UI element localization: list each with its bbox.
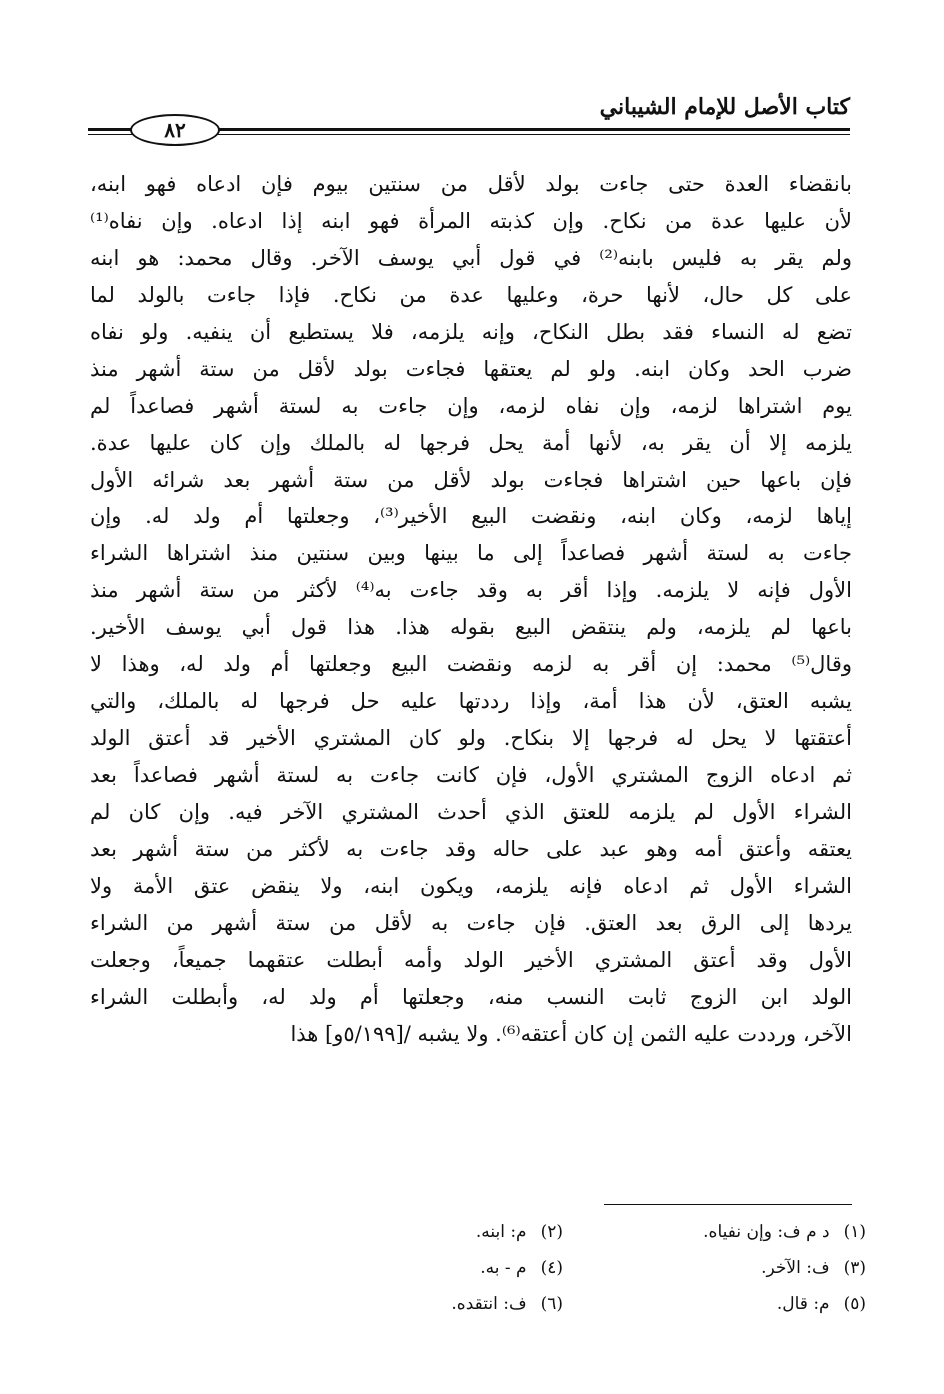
footnote-text: م: قال. <box>776 1294 830 1314</box>
text-line: تضع له النساء فقد بطل النكاح، وإنه يلزمه، فلا يستطيع أن ينفيه. ولو نفاه <box>90 319 852 344</box>
page-number-badge <box>130 114 220 146</box>
book-title: كتاب الأصل للإمام الشيباني <box>599 94 850 120</box>
footnote <box>603 1216 866 1248</box>
footnote-number: (٣) <box>843 1258 866 1278</box>
text-line: إياها لزمه، وكان ابنه، ونقضت البيع الأخير⁽³⁾، وجعلتها أم ولد له. وإن <box>90 504 852 529</box>
footnote-number: (٦) <box>540 1294 563 1314</box>
footnote-separator <box>604 1204 852 1205</box>
text-line: بانقضاء العدة حتى جاءت بولد لأقل من سنتين بيوم فإن ادعاه فهو ابنه، <box>90 172 852 196</box>
text-line: الأول فإنه لا يلزمه. وإذا أقر به وقد جاءت به⁽⁴⁾ لأكثر من ستة أشهر منذ <box>90 578 852 603</box>
footnote-text: ف: انتقده. <box>451 1294 527 1314</box>
text-line: يشبه العتق، لأن هذا أمة، وإذا رددتها عليه حل فرجها له بالملك، والتي <box>90 689 852 714</box>
page-number: ٨٢ <box>164 118 186 142</box>
text-line: الولد ابن الزوج ثابت النسب منه، وجعلتها أم ولد له، وأبطلت الشراء <box>90 984 852 1009</box>
text-line: لأن عليها عدة من نكاح. وإن كذبته المرأة فهو ابنه إذا ادعاه. وإن نفاه⁽¹⁾ <box>90 208 852 233</box>
main-text <box>90 166 852 1053</box>
footnote-number: (٤) <box>540 1258 563 1278</box>
text-line: ولم يقر به فليس بابنه⁽²⁾ في قول أبي يوسف الآخر. وقال محمد: هو ابنه <box>90 245 853 270</box>
text-line: يردها إلى الرق بعد العتق. فإن جاءت به لأقل من ستة أشهر من الشراء <box>90 910 852 935</box>
page-header <box>88 92 850 164</box>
footnote-text: د م ف: وإن نفياه. <box>703 1222 830 1242</box>
text-line: الشراء الأول لم يلزمه للعتق الذي أحدث المشتري الآخر فيه. وإن كان لم <box>90 799 852 824</box>
text-line: على كل حال، لأنها حرة، وعليها عدة من نكاح. فإذا جاءت بالولد لما <box>90 282 852 307</box>
footnote <box>300 1288 563 1320</box>
footnote-number: (١) <box>843 1222 866 1242</box>
text-line: الأول وقد أعتق المشتري الأخير الولد وأمه أبطلت عتقهما جميعاً، وجعلت <box>90 947 852 972</box>
footnote-text: م - به. <box>480 1258 527 1278</box>
text-line: أعتقتها لا يحل له فرجها إلا بنكاح. ولو كان المشتري الأخير قد أعتق الولد <box>90 726 852 751</box>
text-line: وقال⁽⁵⁾ محمد: إن أقر به لزمه ونقضت البيع وجعلتها أم ولد له، وهذا لا <box>90 652 852 677</box>
footnote-number: (٥) <box>843 1294 866 1314</box>
footnote-text: ف: الآخر. <box>761 1258 830 1278</box>
footnote <box>300 1216 563 1248</box>
footnotes <box>300 1216 866 1320</box>
text-line: ثم ادعاه الزوج المشتري الأول، فإن كانت جاءت به لستة أشهر فصاعداً بعد <box>90 763 852 787</box>
footnote <box>603 1252 866 1284</box>
footnote <box>300 1252 563 1284</box>
footnote-text: م: ابنه. <box>475 1222 527 1242</box>
text-line: ضرب الحد وكان ابنه. ولو لم يعتقها فجاءت بولد لأقل من ستة أشهر منذ <box>90 356 852 381</box>
text-line: باعها لم يلزمه، ولم ينتقض البيع بقوله هذا. هذا قول أبي يوسف الأخير. <box>90 615 852 640</box>
text-line: يوم اشتراها لزمه، وإن نفاه لزمه، وإن جاءت به لستة أشهر فصاعداً لم <box>90 393 852 418</box>
text-line: فإن باعها حين اشتراها فجاءت بولد لأقل من ستة أشهر بعد شرائه الأول <box>90 467 852 492</box>
text-line: يعتقه وأعتق أمه وهو عبد على حاله وقد جاءت به لأكثر من ستة أشهر بعد <box>90 836 852 861</box>
text-line: الشراء الأول ثم ادعاه فإنه يلزمه، ويكون ابنه، ولا ينقض عتق الأمة ولا <box>90 873 852 898</box>
text-line: الآخر، ورددت عليه الثمن إن كان أعتقه⁽⁶⁾. ولا يشبه /[٥/١٩٩و] هذا <box>290 1021 852 1046</box>
text-line: يلزمه إلا أن يقر به، لأنها أمة يحل فرجها له بالملك وإن كان عليها عدة. <box>90 430 852 455</box>
footnote-number: (٢) <box>540 1222 563 1242</box>
text-line: جاءت به لستة أشهر فصاعداً إلى ما بينها وبين سنتين منذ اشتراها الشراء <box>90 541 852 566</box>
footnote <box>603 1288 866 1320</box>
